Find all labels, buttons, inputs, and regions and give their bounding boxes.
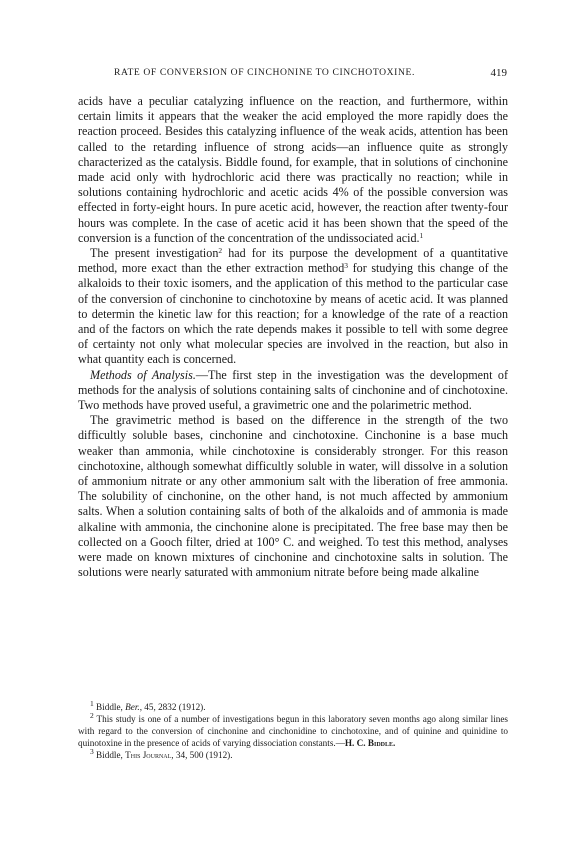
footnote-3-post: , 34, 500 (1912). bbox=[171, 750, 233, 760]
page-number: 419 bbox=[490, 67, 507, 79]
paragraph-2-text-a: The present investigation bbox=[90, 246, 219, 261]
footnote-2-mark: 2 bbox=[90, 711, 94, 720]
paragraph-3-text: —The first step in the investigation was the development of methods for the analysis of solutions containing salts of cinchonine and of cinchotoxine. Two methods have proved useful, a gravimetric one and the polarimetric method. bbox=[78, 367, 509, 413]
section-heading-methods: Methods of Analysis. bbox=[90, 367, 196, 382]
footnote-1-mark: 1 bbox=[90, 699, 94, 708]
running-title: RATE OF CONVERSION OF CINCHONINE TO CINCHOTOXINE. bbox=[114, 67, 415, 78]
footnote-3-journal: This Journal bbox=[125, 750, 172, 760]
footnote-3-pre: Biddle, bbox=[93, 750, 126, 760]
paragraph-3 bbox=[78, 368, 508, 414]
footnote-ref-3: 3 bbox=[344, 261, 349, 271]
footnote-1-post: , 45, 2832 (1912). bbox=[139, 702, 206, 712]
running-head bbox=[78, 67, 507, 81]
footnote-1-pre: Biddle, bbox=[93, 702, 126, 712]
footnote-1 bbox=[78, 701, 508, 713]
footnote-2-signature: H. C. Biddle. bbox=[344, 738, 396, 748]
paragraph-2-text-c: for studying this change of the alkaloids to their toxic isomers, and the application of this method to the particular case of the conversion of cinchonine to cinchotoxine by means of acetic acid. It was planned to determin the kinetic law for this reaction; for a knowledge of the rate of a reaction and of the factors on which the rate depends makes it possible to tell with some degree of certainty not only what molecular species are involved in the reaction, but also in what quantity each is concerned. bbox=[78, 261, 508, 367]
footnote-ref-2: 2 bbox=[218, 246, 223, 256]
footnote-ref-1: 1 bbox=[419, 230, 424, 240]
paragraph-4-text: The gravimetric method is based on the difference in the strength of the two difficultly soluble bases, cinchonine and cinchotoxine. Cinchonine is a base much weaker than ammonia, while cinchotoxine is considerably stronger. For this reason cinchotoxine, although somewhat difficultly soluble in water, will dissolve in a solution of ammonium nitrate or any other ammonium salt with the liberation of free ammonia. The solubility of cinchonine, on the other hand, is not much affected by ammonium salts. When a solution containing salts of both of the alkaloids and of ammonia is made alkaline with ammonia, the cinchonine alone is precipitated. The free base may then be collected on a Gooch filter, dried at 100° C. and weighed. To test this method, analyses were made on known mixtures of cinchonine and cinchotoxine salts in solution. The solutions were nearly saturated with ammonium nitrate before being made alkaline bbox=[78, 413, 508, 580]
footnote-2-text: This study is one of a number of investigations begun in this laboratory seven months ago along similar lines with regard to the conversion of cinchonine and cinchonidine to cinchotoxine, and of quinine and quinidine to quinotoxine in the presence of acids of varying dissociation constants.— bbox=[78, 714, 508, 748]
footnote-2 bbox=[78, 713, 508, 749]
footnotes bbox=[78, 701, 508, 761]
footnote-1-journal: Ber. bbox=[125, 702, 140, 712]
footnote-3 bbox=[78, 749, 508, 761]
body-text bbox=[78, 94, 508, 581]
footnote-3-mark: 3 bbox=[90, 747, 94, 756]
paragraph-2-text-b: had for its purpose the development of a quantitative method, more exact than the ether extraction method bbox=[78, 246, 509, 276]
paragraph-4 bbox=[78, 413, 508, 580]
paragraph-2 bbox=[78, 246, 508, 368]
paragraph-1-text: acids have a peculiar catalyzing influence on the reaction, and furthermore, within certain limits it appears that the weaker the acid employed the more rapidly does the reaction proceed. Besides this catalyzing influence of the weak acids, attention has been called to the retarding influence of strong acids—an influence quite as strongly characterized as the catalysis. Biddle found, for example, that in solutions of cinchonine made acid only with hydrochloric acid there was practically no reaction; while in solutions containing hydrochloric and acetic acids 4% of the possible conversion was effected in forty-eight hours. In pure acetic acid, however, the reaction after twenty-four hours was complete. In the case of acetic acid it has been shown that the speed of the conversion is a function of the concentration of the undissociated acid. bbox=[78, 94, 508, 245]
paragraph-1 bbox=[78, 94, 508, 246]
